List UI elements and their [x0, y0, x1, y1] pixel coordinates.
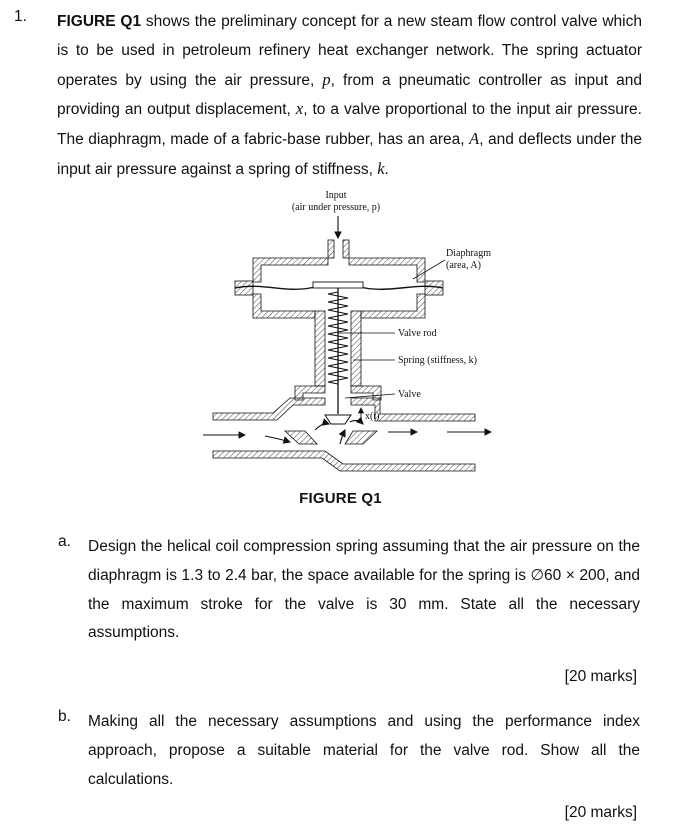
figure-caption: FIGURE Q1	[299, 490, 382, 507]
part-b-marks: [20 marks]	[564, 804, 637, 821]
diaphragm-plate	[313, 282, 363, 288]
part-b-label: b.	[58, 708, 71, 725]
displacement-label: x(t)	[365, 411, 380, 422]
valve-rod-label: Valve rod	[398, 328, 437, 339]
figure-reference: FIGURE Q1	[57, 13, 142, 30]
valve-diagram	[195, 186, 505, 476]
part-b-text: Making all the necessary assumptions and using the performance index approach, propose a suitable material for the valve rod. Show all the calculations.	[88, 713, 640, 788]
variable-p: p	[322, 69, 331, 89]
inlet-nozzle	[328, 240, 349, 258]
valve-plug	[325, 415, 351, 424]
valve-label: Valve	[398, 389, 421, 400]
valve-leader	[345, 394, 395, 398]
question-number: 1.	[14, 8, 27, 25]
intro-text-3: , to a valve proportional to the input air pressure. The diaphragm, made of a fabric-base rubber, has an area,	[57, 101, 642, 149]
part-a-marks: [20 marks]	[564, 668, 637, 685]
variable-A: A	[469, 129, 480, 149]
intro-text-5: .	[384, 160, 389, 178]
diaphragm-area-label: (area, A)	[446, 260, 481, 271]
intro-text-4: , and deflects under the input air pressure against a spring of stiffness,	[57, 131, 642, 178]
variable-k: k	[377, 158, 385, 178]
intro-text-1: shows the preliminary concept for a new steam flow control valve which is to be used in petroleum refinery heat exchanger network. The spring actuator operates by using the air pressure,	[57, 13, 642, 89]
part-a-label: a.	[58, 533, 71, 550]
valve-body	[213, 398, 475, 471]
input-pressure-label: (air under pressure, p)	[291, 202, 381, 213]
diaphragm-label: Diaphragm	[446, 248, 491, 259]
valve-diagram-svg	[195, 186, 505, 476]
spring-label: Spring (stiffness, k)	[398, 355, 477, 366]
intro-text-2: , from a pneumatic controller as input and providing an output displacement,	[57, 71, 642, 119]
question-intro	[57, 8, 642, 185]
part-a-text: Design the helical coil compression spring assuming that the air pressure on the diaphragm is 1.3 to 2.4 bar, the space available for the spring is ∅60 × 200, and the maximum stroke for the valve is 30 mm. State all the necessary assumptions.	[88, 538, 640, 642]
input-label: Input	[325, 190, 347, 201]
variable-x: x	[295, 99, 304, 119]
